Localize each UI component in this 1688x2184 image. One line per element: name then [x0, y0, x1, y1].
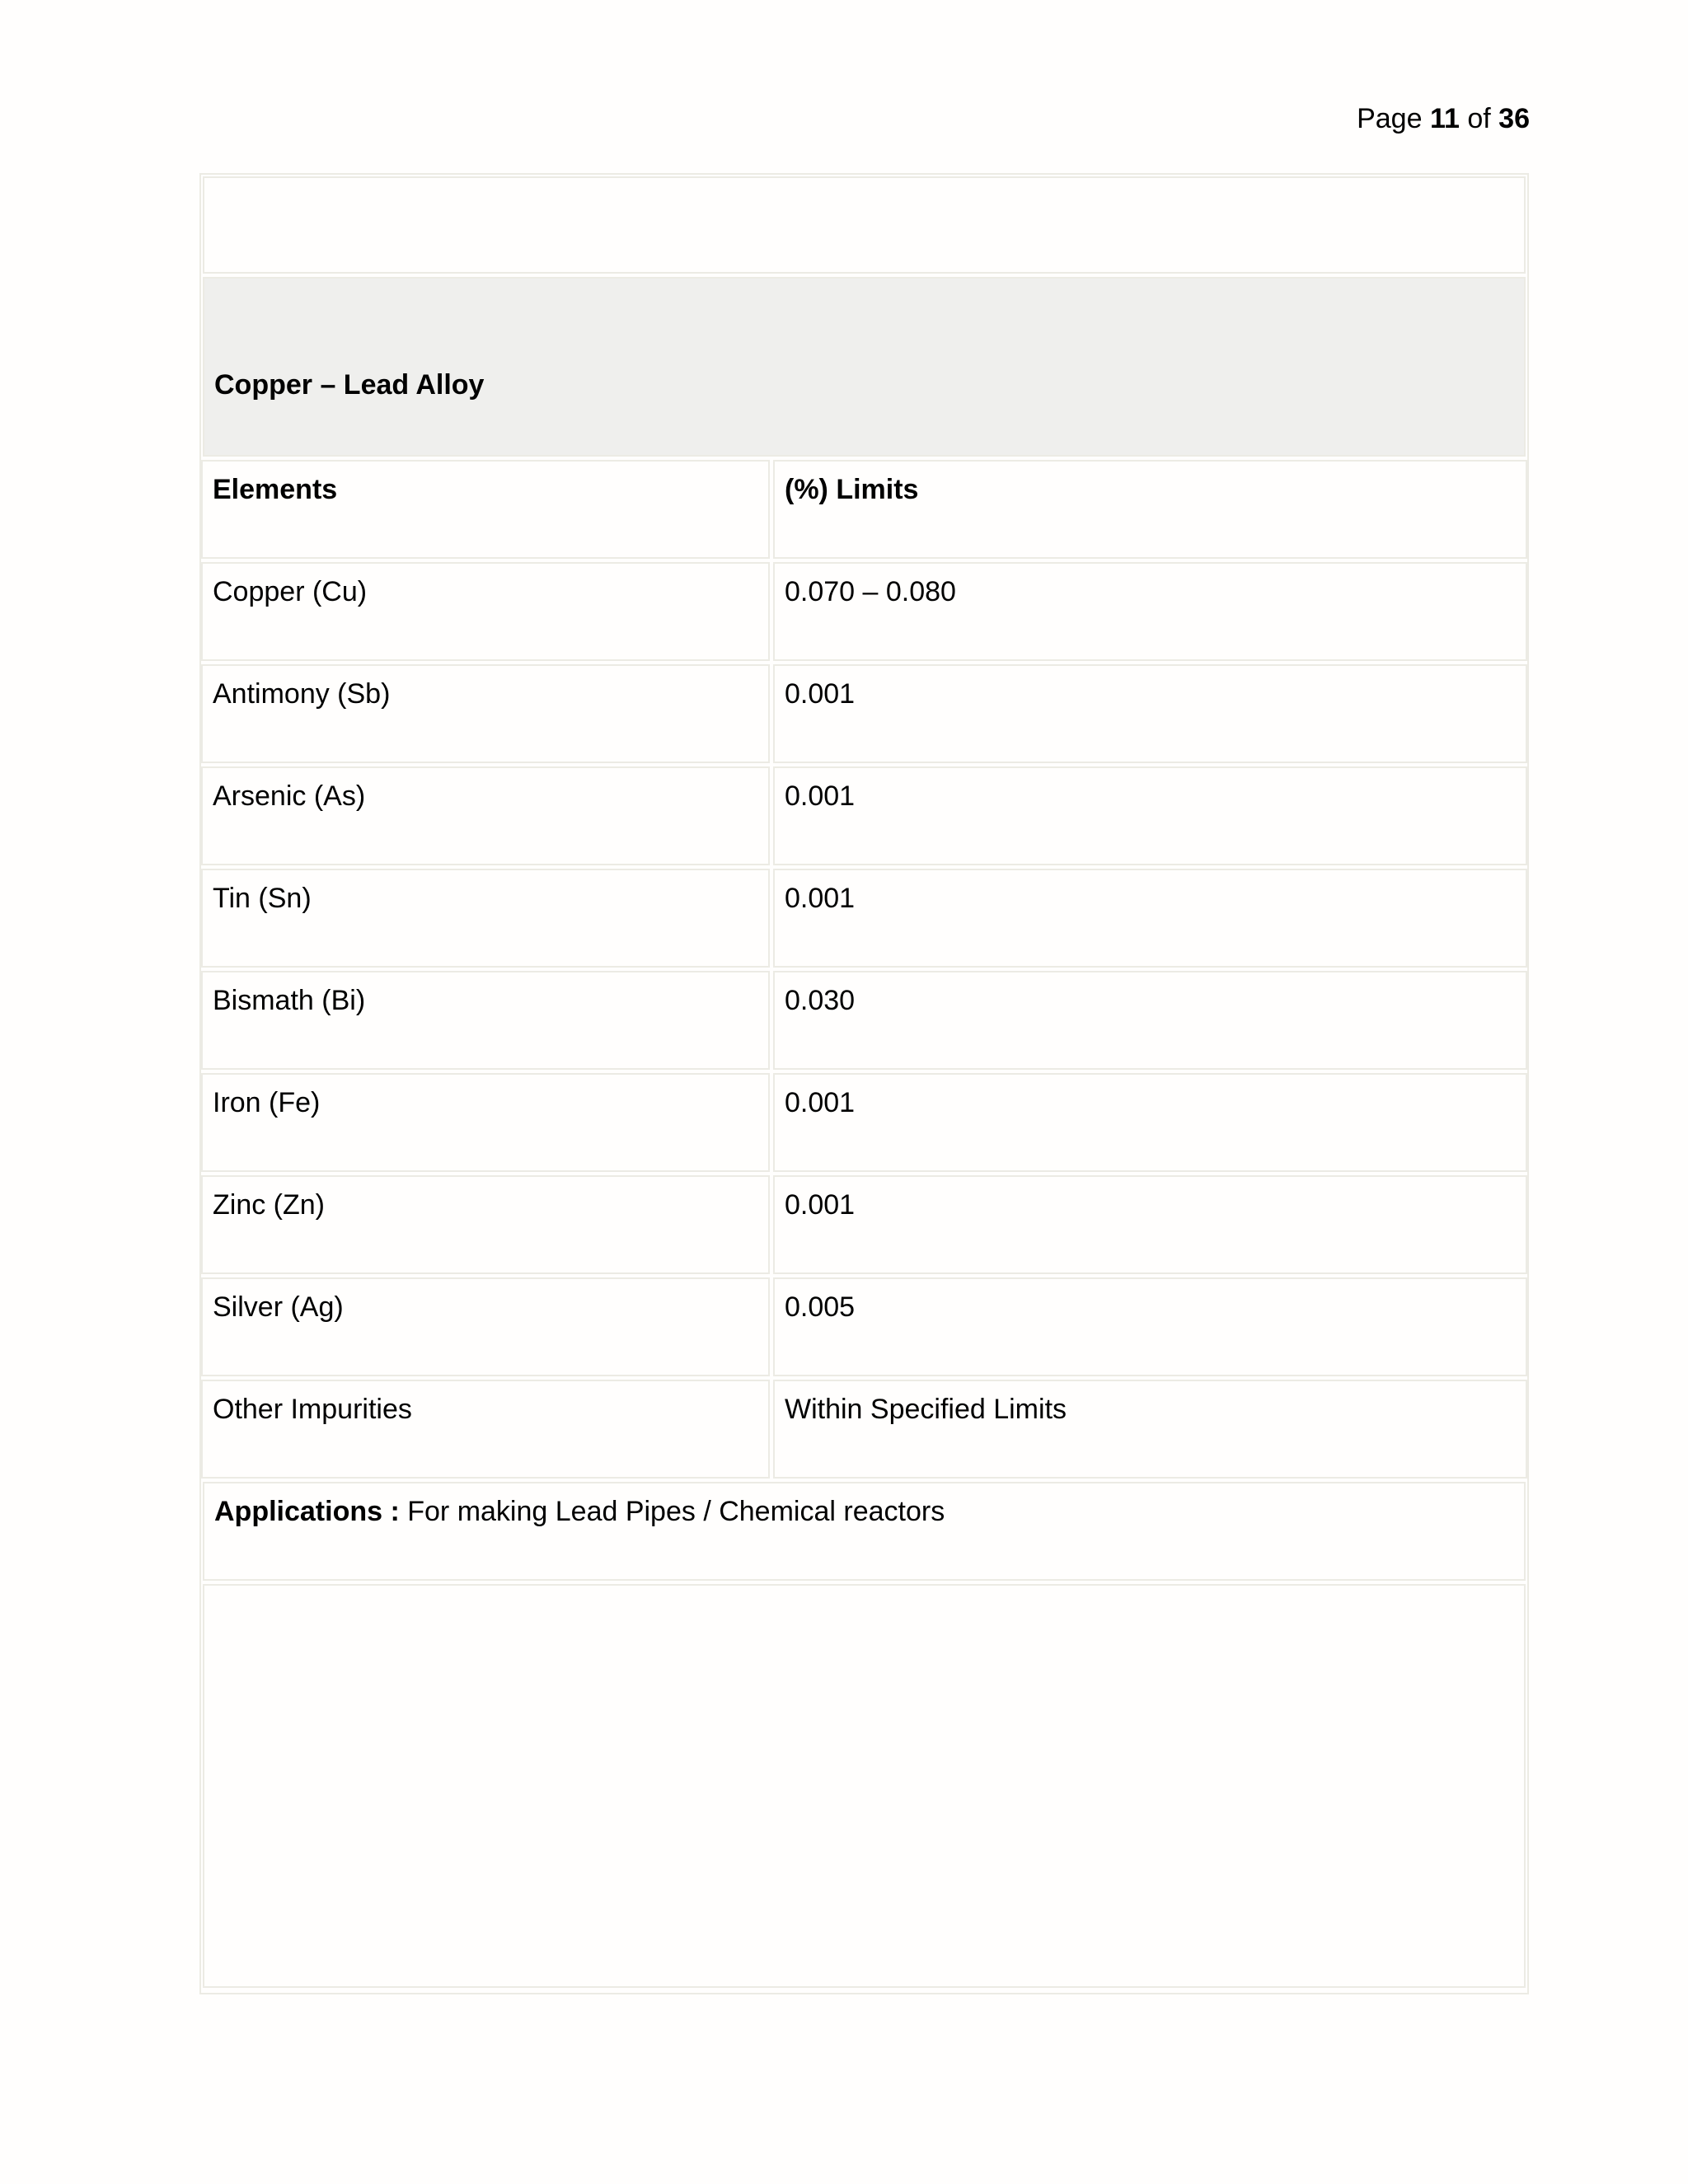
- table-section-header: [203, 277, 1526, 457]
- page-number-total: 36: [1498, 103, 1530, 134]
- applications-label: Applications :: [214, 1496, 400, 1527]
- table-row: [203, 766, 1526, 865]
- table-row: [203, 869, 1526, 968]
- element-limit: 0.030: [785, 985, 856, 1016]
- table-blank-row-top: [203, 176, 1526, 274]
- element-name: Bismath (Bi): [213, 985, 366, 1016]
- element-name: Tin (Sn): [213, 883, 312, 914]
- limit-cell: [773, 1073, 1527, 1172]
- table-blank-row-bottom: [203, 1584, 1526, 1988]
- table-row: [203, 1073, 1526, 1172]
- page-number-prefix: Page: [1357, 103, 1423, 134]
- element-limit: 0.005: [785, 1291, 856, 1323]
- limit-cell: [773, 766, 1527, 865]
- page-number-current: 11: [1429, 103, 1460, 134]
- element-limit: 0.070 – 0.080: [785, 576, 956, 607]
- header-elements: Elements: [213, 474, 338, 505]
- element-cell: [201, 562, 770, 661]
- element-name: Other Impurities: [213, 1394, 412, 1425]
- element-limit: 0.001: [785, 1189, 856, 1221]
- element-name: Zinc (Zn): [213, 1189, 325, 1221]
- element-limit: 0.001: [785, 883, 856, 914]
- table-row: [203, 971, 1526, 1070]
- element-cell: [201, 664, 770, 763]
- table-header-row: [203, 460, 1526, 559]
- table-row: [203, 1380, 1526, 1479]
- limit-cell: [773, 1175, 1527, 1274]
- page-number: [1357, 102, 1530, 135]
- element-cell: [201, 1175, 770, 1274]
- section-title: Copper – Lead Alloy: [214, 369, 485, 401]
- element-name: Arsenic (As): [213, 780, 366, 812]
- element-cell: [201, 971, 770, 1070]
- element-cell: [201, 1073, 770, 1172]
- element-name: Silver (Ag): [213, 1291, 344, 1323]
- element-cell: [201, 1277, 770, 1376]
- header-limits: (%) Limits: [785, 474, 919, 505]
- page-number-separator: of: [1467, 103, 1491, 134]
- element-limit: 0.001: [785, 1087, 856, 1118]
- element-name: Iron (Fe): [213, 1087, 321, 1118]
- table-row: [203, 1175, 1526, 1274]
- applications-text: [214, 1495, 945, 1528]
- element-cell: [201, 1380, 770, 1479]
- table-row: [203, 1277, 1526, 1376]
- applications-value: For making Lead Pipes / Chemical reactors: [407, 1496, 945, 1527]
- limit-cell: [773, 869, 1527, 968]
- element-cell: [201, 766, 770, 865]
- element-limit: 0.001: [785, 780, 856, 812]
- limit-cell: [773, 664, 1527, 763]
- alloy-spec-table: [199, 173, 1529, 1994]
- element-limit: Within Specified Limits: [785, 1394, 1067, 1425]
- limit-cell: [773, 562, 1527, 661]
- applications-row: [203, 1482, 1526, 1581]
- table-row: [203, 664, 1526, 763]
- header-cell-elements: [201, 460, 770, 559]
- limit-cell: [773, 1380, 1527, 1479]
- element-name: Copper (Cu): [213, 576, 368, 607]
- limit-cell: [773, 1277, 1527, 1376]
- element-cell: [201, 869, 770, 968]
- element-limit: 0.001: [785, 678, 856, 710]
- element-name: Antimony (Sb): [213, 678, 391, 710]
- header-cell-limits: [773, 460, 1527, 559]
- limit-cell: [773, 971, 1527, 1070]
- table-row: [203, 562, 1526, 661]
